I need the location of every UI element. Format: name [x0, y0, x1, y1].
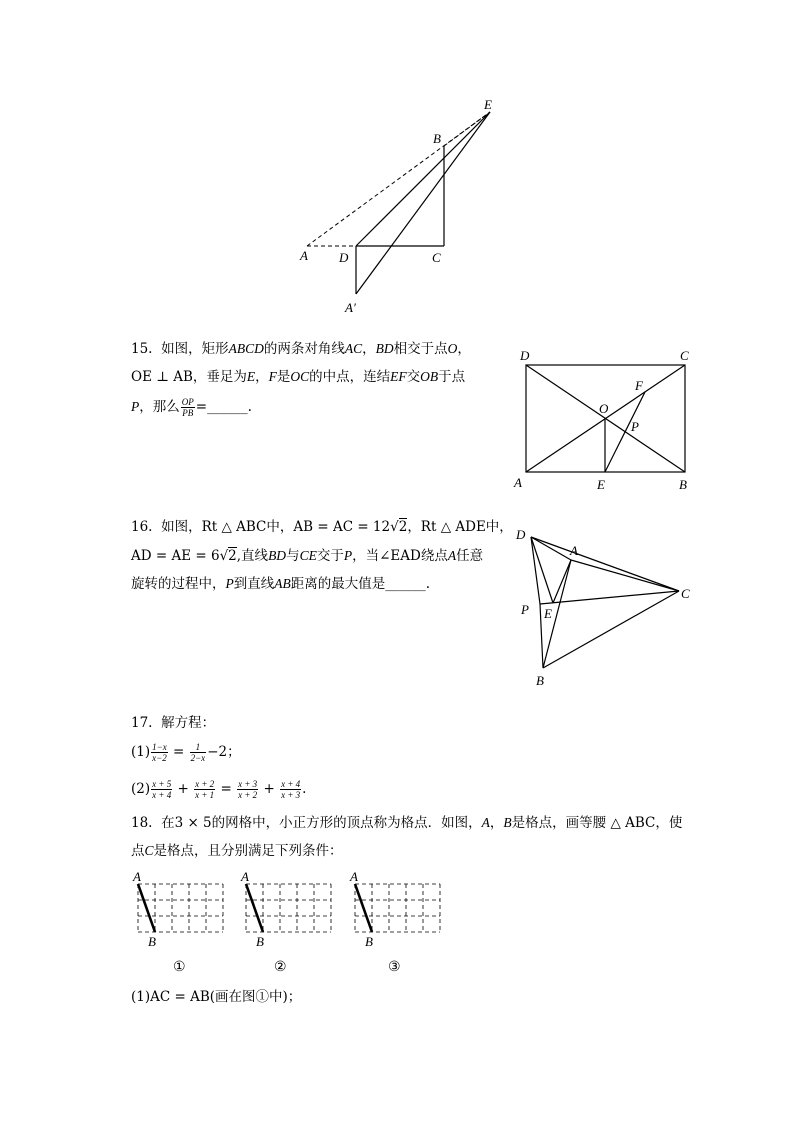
frac-numerator: x + 3 [238, 779, 258, 789]
q18-text: ， [489, 815, 504, 831]
q15-text: 如图，矩形 [161, 341, 229, 357]
q15-text: 的中点，连结 [309, 369, 391, 385]
label-d: D [516, 527, 526, 542]
frac-denominator: x−2 [152, 753, 167, 763]
q15-fraction [181, 397, 195, 418]
segment-ab [355, 884, 372, 932]
label-c: C [432, 250, 441, 265]
segment-ab [246, 884, 263, 932]
q17-p1-prefix: (1) [131, 744, 151, 760]
label-b: B [365, 934, 373, 949]
sqrt-radicand: 2 [228, 548, 237, 564]
q15-var: E [246, 369, 256, 384]
label-e: E [484, 97, 492, 112]
fraction [151, 742, 168, 763]
q15-text: 是 [276, 369, 291, 385]
q16-text: 旋转的过程中， [131, 576, 226, 592]
frac-denominator: x + 2 [238, 790, 258, 800]
q15-var: O [447, 341, 458, 356]
label-a: A [300, 248, 308, 263]
frac-denominator: x + 4 [152, 790, 172, 800]
label-a: A [133, 869, 141, 884]
figure-16 [510, 520, 700, 690]
answer-blank: ______ [207, 399, 248, 415]
fraction [190, 742, 207, 763]
q16-text: 任意 [456, 548, 484, 564]
q16-text: 距离的最大值是 [290, 576, 386, 592]
q15-text: 相交于点 [393, 341, 448, 357]
q15-var: OB [420, 369, 439, 384]
q18-line1 [131, 814, 682, 832]
segment-ab [138, 884, 155, 932]
grid-3 [349, 869, 440, 975]
q17-heading [131, 714, 215, 732]
plus-sign: + [173, 781, 194, 797]
q15-line3 [131, 397, 252, 418]
segment-pb [540, 604, 543, 668]
q15-text: 交 [406, 369, 421, 385]
q16-var: BD [268, 548, 287, 563]
grid-1 [132, 869, 223, 975]
q16-text: AD = AE = 6 [131, 548, 220, 564]
q16-text: 到直线 [233, 576, 275, 592]
q18-var: B [503, 815, 512, 830]
sqrt-symbol: √ [219, 548, 229, 564]
q15-text: ， [255, 369, 269, 385]
label-o: O [599, 401, 609, 416]
q16-text: 如图，Rt △ ABC中，AB = AC = 12 [161, 519, 391, 535]
label-d: D [339, 250, 349, 265]
label-e: E [544, 606, 552, 621]
q16-line1 [131, 518, 513, 536]
q16-var: A [447, 548, 457, 563]
label-a: A [350, 869, 358, 884]
q17-part1 [131, 742, 241, 763]
q18-sub1-text: (1)AC = AB(画在图①中)； [131, 989, 302, 1005]
q16-text: ，当∠EAD绕点 [352, 548, 448, 564]
frac-denominator: PB [182, 408, 194, 418]
grid-2 [240, 869, 331, 975]
q15-line2 [131, 368, 465, 386]
q15-var: F [268, 369, 277, 384]
q17-number: 17. [131, 715, 153, 731]
segment-bc [543, 591, 679, 668]
q15-text: ，那么 [139, 399, 180, 415]
q15-equals: = [195, 399, 208, 415]
q15-var: AC [344, 341, 363, 356]
q15-var: OC [290, 369, 310, 384]
caption-2: ② [274, 960, 287, 975]
segment-de [531, 537, 553, 603]
q16-line3 [131, 575, 430, 593]
q16-text: 交于 [316, 548, 344, 564]
q18-number: 18. [131, 815, 153, 831]
q16-var: CE [299, 548, 317, 563]
frac-numerator: x + 2 [195, 779, 215, 789]
q18-sub1 [131, 988, 301, 1006]
label-b: B [536, 673, 544, 688]
q15-number: 15. [131, 341, 153, 357]
plus-sign: + [259, 781, 280, 797]
segment-ac [571, 560, 679, 591]
fraction [237, 779, 258, 800]
q18-line2 [131, 842, 343, 860]
answer-blank: ______ [385, 576, 426, 592]
label-a: A [241, 869, 249, 884]
q16-text: . [425, 576, 431, 592]
figure-15 [510, 345, 700, 495]
label-a: A [514, 475, 522, 490]
frac-numerator: 1 [190, 742, 207, 753]
q17-part2 [131, 779, 306, 800]
caption-1: ① [173, 960, 186, 975]
line-de [356, 112, 490, 246]
segment-dp [531, 537, 540, 604]
label-p: P [631, 419, 639, 434]
label-a: A [570, 543, 578, 558]
frac-numerator: x + 4 [281, 779, 301, 789]
q16-line2 [131, 547, 483, 565]
label-d: D [520, 348, 530, 363]
q16-number: 16. [131, 519, 153, 535]
q16-var: P [225, 576, 234, 591]
q15-text: . [247, 399, 252, 415]
line-a1e [356, 112, 490, 294]
q15-text: OE ⊥ AB，垂足为 [131, 369, 247, 385]
q15-text: ， [457, 341, 471, 357]
grid-figures [125, 866, 455, 978]
label-c: C [681, 586, 690, 601]
q15-text: 的两条对角线 [263, 341, 345, 357]
label-b: B [433, 131, 441, 146]
frac-denominator: x + 1 [195, 790, 215, 800]
q15-var: P [131, 399, 140, 414]
segment-ef [605, 392, 645, 472]
segment-dc [531, 537, 679, 591]
label-e: E [597, 477, 605, 492]
frac-denominator: 2−x [190, 753, 206, 763]
q18-var: A [481, 815, 490, 830]
q16-text: 与 [286, 548, 300, 564]
frac-numerator: 1−x [152, 742, 167, 752]
q16-text: ,直线 [236, 548, 269, 564]
q17-title: 解方程： [161, 715, 216, 731]
q16-text: ，Rt △ ADE中， [407, 519, 513, 535]
fraction [280, 779, 301, 800]
q18-var: C [144, 843, 154, 858]
label-b: B [256, 934, 264, 949]
label-p: P [521, 602, 529, 617]
q15-var: EF [390, 369, 407, 384]
sqrt-symbol: √ [390, 519, 399, 535]
figure-14 [290, 95, 510, 320]
q17-p2-end: . [302, 781, 307, 797]
caption-3: ③ [388, 960, 401, 975]
q18-text: 点 [131, 843, 145, 859]
q15-var: BD [375, 341, 394, 356]
frac-numerator: OP [181, 397, 194, 407]
equals-sign: = [216, 781, 237, 797]
q15-line1 [131, 340, 471, 358]
fraction [194, 779, 215, 800]
equals-sign: = [168, 744, 189, 760]
frac-numerator: x + 5 [152, 779, 172, 789]
q18-text: 在3 × 5的网格中，小正方形的顶点称为格点．如图， [161, 815, 482, 831]
q16-var: AB [274, 576, 291, 591]
q18-text: 是格点，画等腰 △ ABC，使 [511, 815, 683, 831]
label-b: B [679, 477, 687, 492]
sqrt-radicand: 2 [398, 519, 408, 535]
label-c: C [680, 348, 689, 363]
label-f: F [635, 378, 643, 393]
q17-p1-tail: −2； [207, 744, 241, 760]
q15-text: 于点 [438, 369, 466, 385]
frac-denominator: x + 3 [281, 790, 301, 800]
label-b: B [148, 934, 156, 949]
fraction [151, 779, 172, 800]
label-a-prime: A′ [345, 300, 356, 315]
q17-p2-prefix: (2) [131, 781, 151, 797]
q16-var: P [343, 548, 353, 563]
q18-text: 是格点，且分别满足下列条件： [153, 843, 343, 859]
q15-text: ， [362, 341, 376, 357]
q15-var: ABCD [228, 341, 264, 356]
